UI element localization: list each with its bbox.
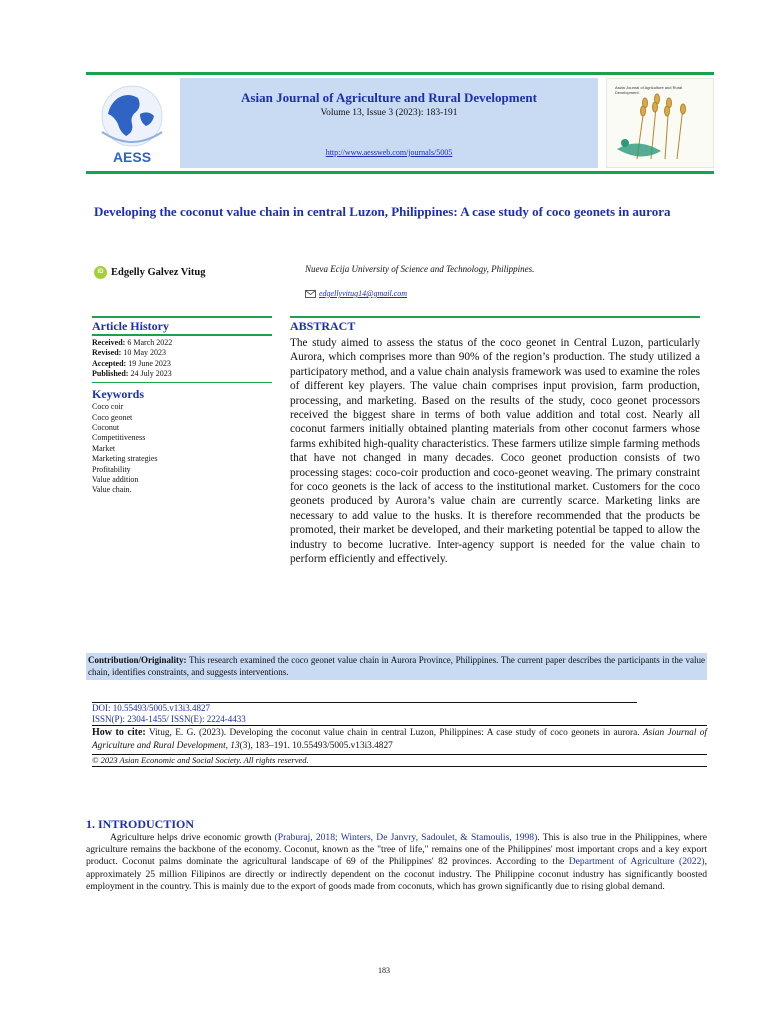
keywords-heading: Keywords — [92, 387, 144, 402]
history-received: Received: 6 March 2022 — [92, 338, 173, 347]
author-row — [94, 264, 206, 280]
keyword-item: Coconut — [92, 423, 120, 432]
keyword-item: Market — [92, 443, 116, 453]
keyword-item: Profitability — [92, 464, 131, 474]
introduction-heading: 1. INTRODUCTION — [86, 817, 195, 831]
header-banner — [180, 78, 598, 168]
citation-block — [92, 702, 707, 767]
keyword-item: Coco geonet — [92, 412, 133, 422]
cite-journal: Asian Journal of Agriculture and Rural Development, 13 — [92, 728, 707, 752]
logo-text: AESS — [112, 149, 152, 165]
header-top-rule — [86, 72, 714, 75]
globe-logo-icon — [88, 78, 176, 168]
author-affiliation: Nueva Ecija University of Science and Technology, Philippines. — [305, 264, 535, 274]
abstract-text: The study aimed to assess the status of the coco geonet in Central Luzon, particularly Aurora, which comprises more than 90% of the region’s production. The study utilized a participatory method, and a value chain analysis framework was used to examine the roles of different key players. The value chain comprises input provision, farm production, processing, and marketing. Based on the results of the study, coco geonet processors received the biggest share in terms of both value addition and total cost. Nearly all coconut farmers initially obtained planting materials from other coconut farmers whose farms exhibited high-quality characteristics. These farmers utilize simple farming methods that have not changed in many decades. Coco geonet production consists of two processing stages: coco-coir production and coco-geonet weaving. The primary constraint for coco geonets is the lack of access to the institutional market. Customers for the coco geonets produced by Aurora’s value chain are currently scarce. Marketing links are necessary to add value to the husks. It is therefore recommended that the products be promoted, their market be developed, and their marketing potential be tapped to allow the industry to become lucrative. Inter-agency support is needed for the value chain to perform efficiently and effectively. — [290, 337, 700, 566]
history-published: Published: 24 July 2023 — [92, 368, 172, 378]
citation-link[interactable]: (Praburaj, 2018; Winters, De Janvry, Sadoulet, & Stamoulis, 1998) — [274, 832, 538, 843]
journal-cover-thumbnail — [606, 78, 714, 168]
abstract-section — [290, 316, 700, 567]
keywords-top-rule — [92, 382, 272, 383]
keyword-item: Coco coir — [92, 402, 124, 412]
contribution-box — [86, 653, 707, 680]
history-top-rule — [92, 316, 272, 318]
article-history-heading: Article History — [92, 319, 169, 333]
aess-logo — [88, 78, 176, 168]
how-to-cite: How to cite: Vitug, E. G. (2023). Developing the coconut value chain in central Luzon, Philippines: A case study of coco geonets in aurora. Asian Journal of Agriculture and Rural Development, 13(3), 183–191. 10.55493/5005.v13i3.4827 — [92, 727, 707, 752]
contribution-text: This research examined the coco geonet value chain in Aurora Province, Philippines. The current paper describes the participants in the value chain, identifies constraints, and suggests interventions. — [88, 655, 705, 677]
keyword-item: Marketing strategies — [92, 454, 158, 464]
abstract-heading: ABSTRACT — [290, 319, 356, 333]
header-bottom-rule — [86, 171, 714, 174]
keyword-item: Value chain. — [92, 485, 132, 495]
keyword-item: Competitiveness — [92, 433, 146, 443]
email-link[interactable]: edgellyvitug14@gmail.com — [319, 289, 408, 298]
copyright-notice: © 2023 Asian Economic and Social Society. All rights reserved. — [92, 754, 309, 765]
envelope-icon — [305, 290, 316, 298]
author-email[interactable] — [305, 289, 407, 298]
doi-link[interactable]: DOI: 10.55493/5005.v13i3.4827 — [92, 703, 210, 713]
history-accepted: Accepted: 19 June 2023 — [92, 358, 171, 368]
keyword-item: Value addition — [92, 475, 139, 485]
article-info-column — [92, 316, 272, 496]
abstract-top-rule — [290, 316, 700, 318]
issn-text: ISSN(P): 2304-1455/ ISSN(E): 2224-4433 — [92, 714, 246, 724]
orcid-icon[interactable]: iD — [94, 266, 107, 279]
copyright-bottom-rule — [92, 766, 707, 767]
cover-title: Asian Journal of Agriculture and Rural Development — [615, 85, 683, 95]
contribution-label: Contribution/Originality: — [88, 655, 187, 665]
introduction-paragraph: Agriculture helps drive economic growth (Praburaj, 2018; Winters, De Janvry, Sadoulet, & Stamoulis, 1998). This is also true in the Philippines, where agriculture remains the backbone of the economy. Coconut, known as the "tree of life," remains one of the Philippines' most important crops and a key export product. Coconut palms dominate the agricultural landscape of 69 of the Philippines' 82 provinces. According to the Department of Agriculture (2022), approximately 25 million Filipinos are directly or indirectly dependent on the coconut industry. The Philippine coconut industry has significantly boosted employment in the country. This is mainly due to the export of goods made from coconuts, which has grown significantly due to rising global demand. — [86, 832, 707, 892]
journal-name: Asian Journal of Agriculture and Rural Development — [241, 90, 537, 105]
how-to-cite-label: How to cite: — [92, 727, 146, 738]
history-bottom-rule — [92, 334, 272, 336]
wheat-icon — [607, 79, 714, 168]
history-revised: Revised: 10 May 2023 — [92, 348, 166, 358]
keywords-list — [92, 402, 272, 496]
article-history-list — [92, 338, 272, 379]
journal-volume: Volume 13, Issue 3 (2023): 183-191 — [320, 108, 458, 118]
author-name: Edgelly Galvez Vitug — [111, 266, 206, 278]
journal-url-link[interactable]: http://www.aessweb.com/journals/5005 — [325, 148, 453, 157]
citation-link[interactable]: Department of Agriculture (2022) — [568, 856, 705, 868]
paper-title: Developing the coconut value chain in central Luzon, Philippines: A case study of coco geonets in aurora — [94, 204, 671, 219]
page-number: 183 — [378, 966, 390, 975]
